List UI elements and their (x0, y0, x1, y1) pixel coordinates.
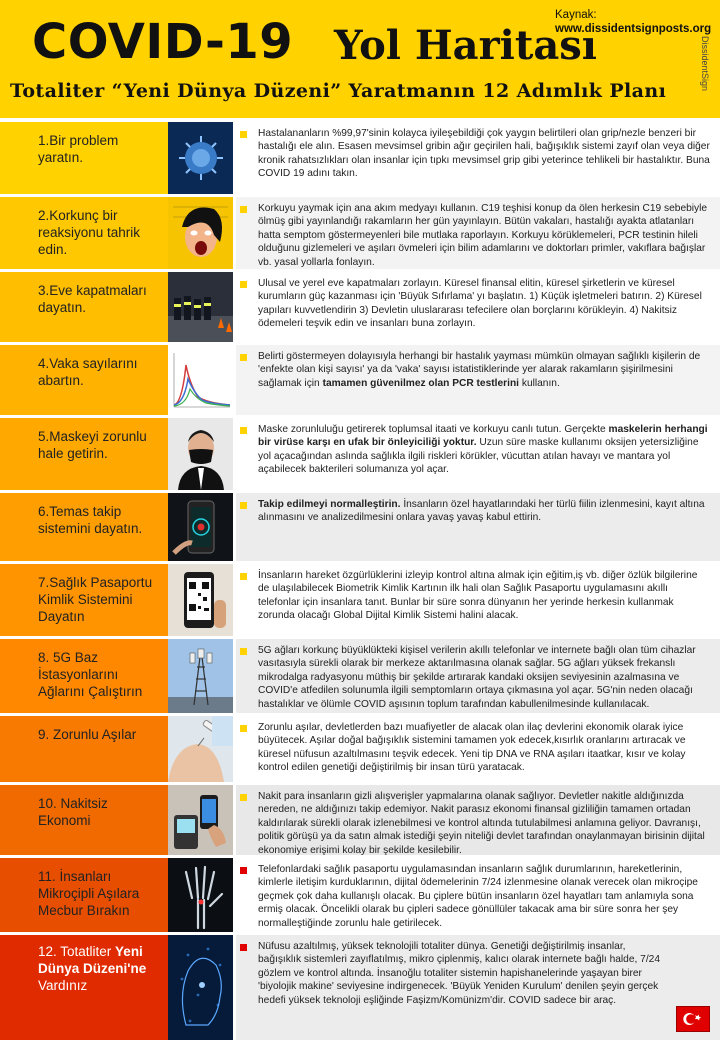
step-label: 3.Eve kapatmaları dayatın. (0, 272, 168, 342)
step-description: Ulusal ve yerel eve kapatmaları zorlayın. Küresel finansal elitin, küresel şirketlerin ve küresel kurumların güç kazanması için 'Büyük Sıfırlama' yı başlatın. 1) Küçük işletmeleri batırın. 2) Küresel yapıları kuvvetlendirin 3) Devletin uluslararası tefecilere olan borçlarını körükleyin. 4) Nakitsiz ödemeleri teşvik edin ve insanları buna zorlayın. (236, 272, 720, 342)
source-label: Kaynak: (555, 9, 597, 21)
bullet-icon (240, 427, 247, 434)
step-label: 10. Nakitsiz Ekonomi (0, 785, 168, 855)
step-label: 7.Sağlık Pasaportu Kimlik Sistemini Dayatın (0, 564, 168, 636)
source-url[interactable]: www.dissidentsignposts.org (555, 23, 712, 35)
hospitalisation-chart-image (168, 345, 233, 415)
bullet-icon (240, 944, 247, 951)
step-row-9 (0, 716, 720, 782)
bullet-icon (240, 502, 247, 509)
bullet-icon (240, 281, 247, 288)
bullet-icon (240, 867, 247, 874)
step-label: 2.Korkunç bir reaksiyonu tahrik edin. (0, 197, 168, 269)
page-title-roadmap: Yol Haritası (334, 22, 597, 69)
page-title: COVID-19 (32, 14, 294, 70)
step-description: Belirti göstermeyen dolayısıyla herhangi bir hastalık yayması mümkün olmayan sağlıklı kişilerin de 'enfekte olan kişi sayısı' ya da 'vaka' sayısı istatistiklerinde yer alarak rakamların şişirilmesini sağlamak için tamamen güvenilmez olan PCR testlerini kullanın. (236, 345, 720, 415)
coronavirus-image (168, 122, 233, 194)
step-row-6 (0, 493, 720, 561)
vaccination-image (168, 716, 233, 782)
step-row-8 (0, 639, 720, 713)
step-label: 9. Zorunlu Aşılar (0, 716, 168, 782)
qr-phone-image (168, 564, 233, 636)
step-row-1 (0, 122, 720, 194)
step-label: 1.Bir problem yaratın. (0, 122, 168, 194)
step-label: 4.Vaka sayılarını abartın. (0, 345, 168, 415)
step-description: Telefonlardaki sağlık pasaportu uygulamasından insanların sağlık durumlarının, hareketlerinin, kimlerle iletişim kurduklarının, dijital ödemelerinin 7/24 izlenmesine olanak verecek olan mikroçipe geçmek çok daha kullanışlı olacak. Bu çiplere bütün insanların özel hayatları tam anlamıyla sona ermiş olacak. Öncelikli olarak bu çipleri sadece gönüllüler takacak ama bir süre sonra her şey normalleştiğinde zorunlu hale getirilecek. (236, 858, 720, 932)
bullet-icon (240, 131, 247, 138)
step-description: 5G ağları korkunç büyüklükteki kişisel verilerin akıllı telefonlar ve internete bağlı olan tüm cihazlar vasıtasıyla sürekli olarak bir merkeze aktarılmasına olanak sağlar. 5G ağları yüksek frekanslı mikrodalga radyasyonu müthiş bir şekilde artırarak kandaki oksijen seviyesinin azalmasına ve COVID'e atfedilen solunumla ilgili semptomların ortaya çıkmasına yol açar. 5G'nin neden olacağı hastalıklar ve ölümle COVID aşısının toplum tarafından kabullenilmesinde kullanılacak. (236, 639, 720, 713)
step-label: 5.Maskeyi zorunlu hale getirin. (0, 418, 168, 490)
bullet-icon (240, 573, 247, 580)
cell-tower-image (168, 639, 233, 713)
step-description: Korkuyu yaymak için ana akım medyayı kullanın. C19 teşhisi konup da ölen herkesin C19 sebebiyle ölmüş gibi yayınlandığı rakamların her gün yayınlayın. Bütün vakaları, hastalığı ayakta atlatanları hatta semptom göstermeyenleri bile mutlaka raporlayın. Korkuyu körüklemeleri, PCR testinin hileli olduğunu gizlemeleri ve aşıları övmeleri için bilim adamlarını ve doktorları primler, vakıflara bağışlar vb. yasal yollarla fonlayın. (236, 197, 720, 269)
police-street-image (168, 272, 233, 342)
contactless-payment-image (168, 785, 233, 855)
step-row-3 (0, 272, 720, 342)
screaming-woman-image (168, 197, 233, 269)
side-watermark: DissidentSign (700, 36, 710, 92)
turkish-flag-icon (676, 1006, 710, 1032)
bullet-icon (240, 794, 247, 801)
page-subtitle: Totaliter “Yeni Dünya Düzeni” Yaratmanın 12 Adımlık Planı (10, 80, 667, 102)
step-description: İnsanların hareket özgürlüklerini izleyip kontrol altına almak için eğitim,iş vb. diğer özlük bilgilerine de ulaşılabilecek Biometrik Kimlik Kartının ilk hali olan Sağlık Pasaportu uygulamasını akıllı telefonlar için insanlara tanıt. Bunlar bir süre sonra dünyanın her yerinde herkesin kullanmak zorunda olacağı Global Dijital Kimlik Sistemi halini alacak. (236, 564, 720, 636)
step-label: 12. Totatliter Yeni Dünya Düzeni'ne Vardınız (0, 935, 168, 1040)
step-row-7 (0, 564, 720, 636)
xray-hand-image (168, 858, 233, 932)
step-description: Nüfusu azaltılmış, yüksek teknolojili totaliter dünya. Genetiği değiştirilmiş insanlar, bağışıklık sistemleri zayıflatılmış, mikro çiplenmiş, kalıcı olarak internete bağlı halde, 7/24 gözlem ve kontrol altında. İnsanoğlu totaliter sistemin hapishanelerinde yaşayan birer 'biyolojik makine' seviyesine indirgenecek. 'Büyük Yeniden Kurulum' denilen şeyin gerçek hedefi yüksek teknoloji eşliğinde Faşizm/Komünizm'dir. COVID sadece bir araç. (236, 935, 720, 1040)
step-row-5 (0, 418, 720, 490)
phone-eye-image (168, 493, 233, 561)
step-row-10 (0, 785, 720, 855)
step-description: Maske zorunluluğu getirerek toplumsal itaati ve korkuyu canlı tutun. Gerçekte maskelerin herhangi bir virüse karşı en ufak bir önleyiciliği yoktur. Uzun süre maske kullanımı oksijen yetersizliğine yol açacağından aslında sağlıkla ilgili riskleri körükler, vücuttan atılan havayı ve mantara yol açabilecek bakterileri solumanıza yol açar. (236, 418, 720, 490)
step-description: Hastalananların %99,97'sinin kolayca iyileşebildiği çok yaygın belirtileri olan grip/nezle benzeri bir hastalığı ele alın. Esasen mevsimsel gribin ağır geçirilen hali, bağışıklık sistemi zayıf olan veya diğer kronik rahatsızlıkları olan insanlar için tıpkı mevsimsel grip gibi yeterince tehlikeli bir hastalıktır. Buna COVID 19 adını takın. (236, 122, 720, 194)
source-block (555, 8, 711, 36)
header-banner (0, 0, 720, 118)
bullet-icon (240, 206, 247, 213)
step-row-4 (0, 345, 720, 415)
digital-head-lock-image (168, 935, 233, 1040)
bullet-icon (240, 725, 247, 732)
step-label: 8. 5G Baz İstasyonlarını Ağlarını Çalıştırın (0, 639, 168, 713)
masked-man-image (168, 418, 233, 490)
step-description: Nakit para insanların gizli alışverişler yapmalarına olanak sağlıyor. Devletler nakitle aldığınızda nereden, ne aldığınızı takip edemiyor. Nakit parasız ekonomi finansal gizliliğin tamamen ortadan kaldırılarak sürekli olarak izlenebilmesi ve kontrol altında tutulabilmesi anlamına geliyor. Davranışı, politik görüşü ya da satın almak istediği şeyin niteliği devlet tarafından onaylanmayan birisinin dijital ekonomiye erişimi kolay bir şekilde kesilebilir. (236, 785, 720, 855)
step-row-11 (0, 858, 720, 932)
step-description: Zorunlu aşılar, devletlerden bazı muafiyetler de alacak olan ilaç devlerini ekonomik olarak iyice büyütecek. Aşılar doğal bağışıklık sistemini tamamen yok edecek,kısırlık oranlarını artıracak ve küresel nüfusun azaltılmasını teşvik edecek. Yeni tip DNA ve RNA aşıları itaatkar, kısır ve kolay kontrol edilen genetiği değiştirilmiş bir insan türü yaratacak. (236, 716, 720, 782)
step-description: Takip edilmeyi normalleştirin. İnsanların özel hayatlarındaki her türlü fiilin izlenmesini, kayıt altına alınmasını ve analizedilmesini onlara yavaş yavaş kabul ettirin. (236, 493, 720, 561)
bullet-icon (240, 354, 247, 361)
step-label: 6.Temas takip sistemini dayatın. (0, 493, 168, 561)
step-label: 11. İnsanları Mikroçipli Aşılara Mecbur Bırakın (0, 858, 168, 932)
bullet-icon (240, 648, 247, 655)
step-row-12 (0, 935, 720, 1040)
step-row-2 (0, 197, 720, 269)
